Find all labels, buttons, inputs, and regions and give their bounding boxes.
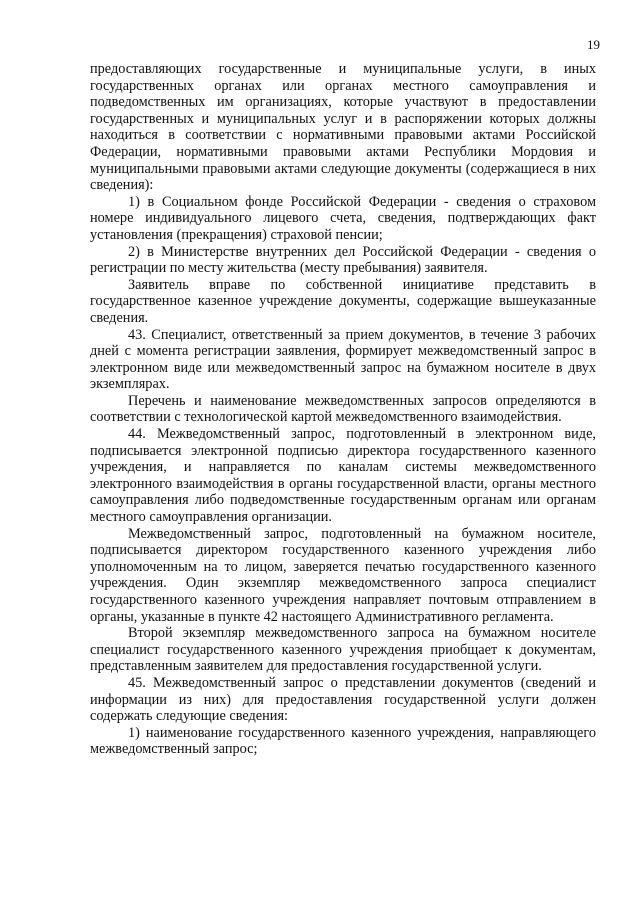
paragraph-clause-43: 43. Специалист, ответственный за прием документов, в течение 3 рабочих дней с момента регистрации заявления, формирует межведомственный запрос в электронном виде или межведомственный запрос на бумажном носителе в двух экземплярах. [90,326,596,393]
paragraph-item-social-fund: 1) в Социальном фонде Российской Федерации - сведения о страховом номере индивидуального лицевого счета, сведения, подтверждающих факт установления (прекращения) страховой пенсии; [90,193,596,243]
paragraph-paper-request: Межведомственный запрос, подготовленный на бумажном носителе, подписывается директором государственного казенного учреждения либо уполномоченным на то лицом, заверяется печатью государственного казенного учреждения. Один экземпляр межведомственного запроса специалист государственного казенного учреждения направляет почтовым отправлением в органы, указанные в пункте 42 настоящего Административного регламента. [90,525,596,625]
paragraph-clause-45-item-1: 1) наименование государственного казенного учреждения, направляющего межведомственный запрос; [90,724,596,758]
paragraph-intro-continuation: предоставляющих государственные и муниципальные услуги, в иных государственных органах или органах местного самоуправления и подведомственных им организациях, которые участвуют в предоставлении государственных и муниципальных услуг и в распоряжении которых должны находиться в соответствии с нормативными правовыми актами Российской Федерации, нормативными правовыми актами Республики Мордовия и муниципальными правовыми актами следующие документы (содержащиеся в них сведения): [90,61,596,194]
page-number: 19 [587,37,600,52]
paragraph-clause-44: 44. Межведомственный запрос, подготовленный в электронном виде, подписывается электронной подписью директора государственного казенного учреждения, и направляется по каналам системы межведомственного электронного взаимодействия в органы государственной власти, органы местного самоуправления либо подведомственные государственным органам или органам местного самоуправления организации. [90,426,596,526]
paragraph-second-copy: Второй экземпляр межведомственного запроса на бумажном носителе специалист государственного казенного учреждения приобщает к документам, представленным заявителем для предоставления государственной услуги. [90,625,596,675]
paragraph-clause-45: 45. Межведомственный запрос о представлении документов (сведений и информации из них) для предоставления государственной услуги должен содержать следующие сведения: [90,674,596,725]
paragraph-item-interior-ministry: 2) в Министерстве внутренних дел Российской Федерации - сведения о регистрации по месту жительства (месту пребывания) заявителя. [90,243,596,277]
paragraph-applicant-right: Заявитель вправе по собственной инициативе представить в государственное казенное учреждение документы, содержащие вышеуказанные сведения. [90,276,596,326]
document-body [90,61,596,758]
paragraph-requests-list: Перечень и наименование межведомственных запросов определяются в соответствии с технологической картой межведомственного взаимодействия. [90,392,596,426]
